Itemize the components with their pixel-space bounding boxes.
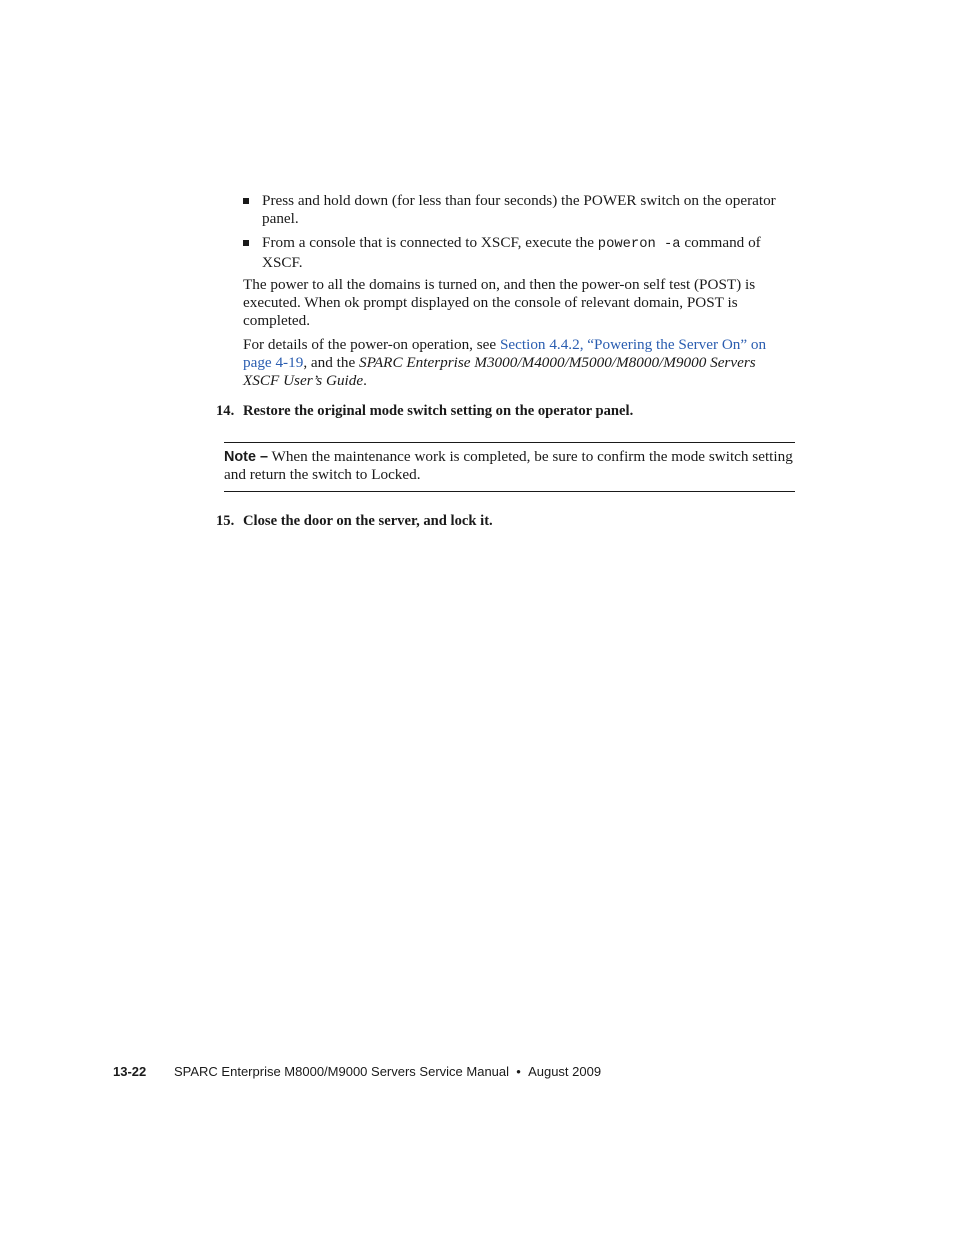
step-number: 14.: [216, 403, 235, 419]
body-paragraph: The power to all the domains is turned on, and then the power-on self test (POST) is executed. When ok prompt displayed on the console of relevant domain, POST is completed.: [243, 276, 756, 329]
guide-title: SPARC Enterprise M3000/M4000/M5000/M8000/M9000 Servers XSCF User’s Guide: [243, 354, 756, 389]
bullet-text: Press and hold down (for less than four seconds) the POWER switch on the operator panel.: [262, 192, 776, 227]
page-footer: [113, 1063, 601, 1081]
command-code: poweron -a: [597, 237, 681, 252]
note-top-rule: [224, 442, 795, 443]
publication-date: August 2009: [528, 1064, 602, 1079]
step-text: Restore the original mode switch setting on the operator panel.: [243, 403, 634, 419]
step-number: 15.: [216, 513, 235, 529]
note-box: [224, 448, 795, 484]
bullet-item: [243, 234, 795, 272]
bullet-marker: [243, 198, 249, 204]
footer-separator: •: [516, 1064, 521, 1079]
bullet-marker: [243, 240, 249, 246]
step-15: [216, 512, 796, 530]
note-label: Note –: [224, 449, 268, 465]
step-text: Close the door on the server, and lock it.: [243, 513, 493, 529]
bullet-text-part: From a console that is connected to XSCF, execute the: [262, 234, 598, 251]
page-number: 13-22: [113, 1064, 147, 1079]
paragraph-text: , and the: [303, 354, 359, 371]
note-bottom-rule: [224, 491, 795, 492]
reference-paragraph: [243, 336, 795, 390]
paragraph-text: For details of the power-on operation, see: [243, 336, 500, 353]
manual-title: SPARC Enterprise M8000/M9000 Servers Service Manual: [174, 1064, 510, 1079]
bullet-text: [262, 234, 795, 272]
section-link[interactable]: Section 4.4.2, “Powering the Server On” on page 4-19: [243, 336, 767, 371]
step-14: [216, 402, 796, 420]
bullet-text-part: command of XSCF.: [262, 234, 761, 271]
bullet-item: [243, 192, 795, 228]
paragraph-text: .: [363, 372, 367, 389]
note-text: When the maintenance work is completed, be sure to confirm the mode switch setting and return the switch to Locked.: [224, 448, 793, 483]
